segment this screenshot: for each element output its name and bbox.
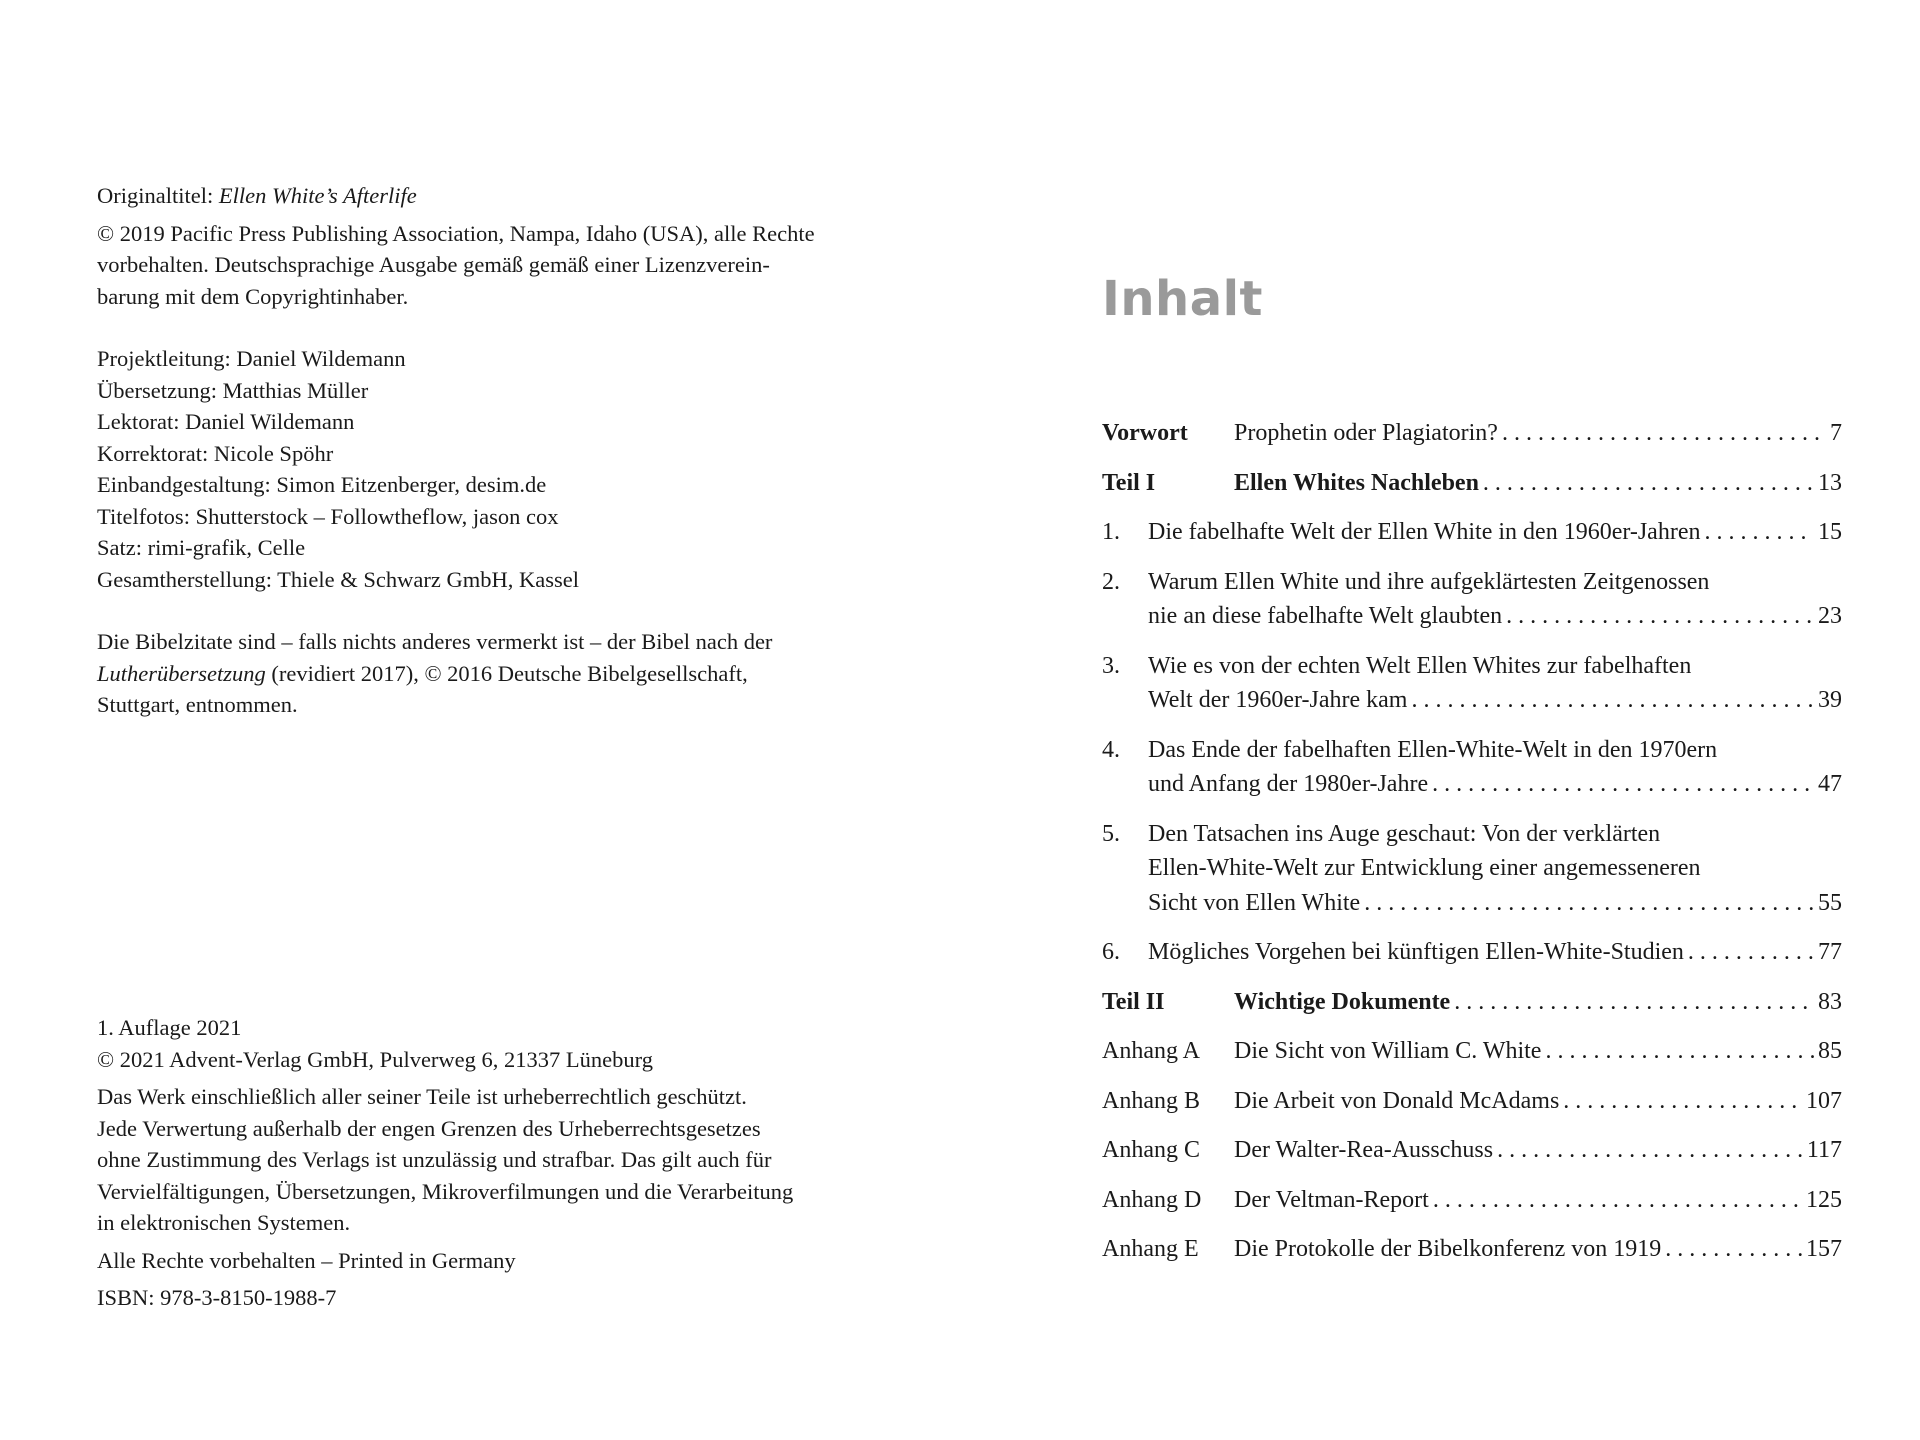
toc-entry-line [1148,649,1842,684]
toc-entry-label: 3. [1102,652,1120,679]
toc-leader-dots [1545,1034,1814,1069]
imprint-top [97,180,857,721]
toc-entry [1102,466,1842,501]
toc-entry-label: 4. [1102,736,1120,763]
toc-entry-body [1148,565,1842,634]
toc-entry-title: Ellen Whites Nachleben [1234,469,1479,496]
toc-entry-label: 6. [1102,939,1120,965]
credit-line: Übersetzung: Matthias Müller [97,377,369,403]
copyright-line: © 2019 Pacific Press Publishing Association, Nampa, Idaho (USA), alle Rechte [97,220,815,246]
toc-entry-line [1148,515,1842,550]
rights-line: Das Werk einschließlich aller seiner Teile ist urheberrechtlich geschützt. [97,1084,747,1109]
toc-page-number: 125 [1806,1186,1842,1213]
toc-entry-title: Der Walter-Rea-Ausschuss [1234,1137,1494,1163]
toc-entry-title: Wie es von der echten Welt Ellen Whites zur fabelhaften [1148,652,1692,679]
toc-entry-line [1234,1183,1842,1218]
toc-leader-dots [1665,1232,1802,1267]
rights-line: Jede Verwertung außerhalb der engen Grenzen des Urheberrechtsgesetzes [97,1115,761,1141]
toc-page-number: 107 [1806,1087,1842,1114]
toc-entry-line [1148,886,1842,921]
toc-entry-title: Welt der 1960er-Jahre kam [1148,687,1408,713]
imprint-bottom [97,1012,857,1314]
toc-leader-dots [1704,515,1814,550]
toc-leader-dots [1506,599,1814,634]
toc-entry-body [1234,466,1842,501]
bible-note-line [97,658,857,690]
toc-entry-line [1148,599,1842,634]
toc-page-number: 7 [1830,420,1842,446]
toc-entry-title: Den Tatsachen ins Auge geschaut: Von der verklärten [1148,820,1661,847]
toc-page-number: 55 [1818,889,1842,916]
toc-entry-line [1148,817,1842,852]
toc-entry-line [1148,683,1842,718]
toc-leader-dots [1563,1084,1802,1119]
toc-entry-title: Der Veltman-Report [1234,1186,1429,1213]
toc-leader-dots [1483,466,1814,501]
toc-entry [1102,1183,1842,1218]
toc-entry-line [1234,466,1842,501]
toc-entry-label: 2. [1102,568,1120,595]
toc-entry-line [1148,733,1842,768]
toc-entry-body [1234,1183,1842,1218]
toc-page-number: 157 [1806,1236,1842,1262]
toc-leader-dots [1688,935,1814,970]
toc-entry-body [1234,1084,1842,1119]
toc-entry-label: Teil II [1102,988,1165,1015]
toc-entry-title: Prophetin oder Plagiatorin? [1234,420,1498,446]
toc-page-number: 13 [1818,469,1842,496]
toc-entry-label: Anhang E [1102,1236,1199,1262]
toc-entry-title: Die Protokolle der Bibelkonferenz von 1919 [1234,1236,1662,1262]
toc-entry-title: Das Ende der fabelhaften Ellen-White-Welt in den 1970ern [1148,736,1718,763]
toc-entry [1102,1084,1842,1119]
toc-page-number: 39 [1818,687,1842,713]
toc-entry [1102,1133,1842,1168]
credits-block [97,343,857,595]
toc-entry-title: Mögliches Vorgehen bei künftigen Ellen-White-Studien [1148,939,1684,965]
toc-entry-body [1148,733,1842,802]
toc-leader-dots [1502,416,1826,451]
credit-line: Gesamtherstellung: Thiele & Schwarz GmbH, Kassel [97,566,579,592]
toc-entry-line [1234,985,1842,1020]
toc-entry-line [1234,1232,1842,1267]
toc-entry [1102,817,1842,921]
toc-entry-body [1234,1034,1842,1069]
toc-entry-line [1234,1133,1842,1168]
copyright-line: vorbehalten. Deutschsprachige Ausgabe gemäß gemäß einer Lizenzverein- [97,252,770,277]
toc-entry-title: Die Sicht von William C. White [1234,1038,1542,1064]
toc-entry-label: Anhang C [1102,1137,1200,1163]
toc-leader-dots [1411,683,1814,718]
toc-leader-dots [1454,985,1814,1020]
toc-entry-label: Anhang B [1102,1087,1200,1114]
original-title-label: Originaltitel: [97,183,219,208]
toc-entry [1102,733,1842,802]
edition: 1. Auflage 2021 [97,1015,242,1040]
toc-entry-label: Teil I [1102,469,1156,496]
toc-entry-title: Warum Ellen White und ihre aufgeklärtesten Zeitgenossen [1148,568,1710,595]
toc-entry-body [1148,817,1842,921]
isbn: ISBN: 978-3-8150-1988-7 [97,1285,337,1310]
credit-line: Lektorat: Daniel Wildemann [97,409,355,434]
toc-entry-label: Anhang A [1102,1038,1200,1064]
toc-entry-line [1148,935,1842,970]
bible-note-line: Stuttgart, entnommen. [97,692,298,717]
toc-entry [1102,1034,1842,1069]
toc-entry-line [1148,767,1842,802]
toc-entry [1102,985,1842,1020]
toc-entry [1102,565,1842,634]
toc-entry-label: 5. [1102,820,1120,847]
all-rights-reserved: Alle Rechte vorbehalten – Printed in Germany [97,1247,516,1273]
toc-entry [1102,649,1842,718]
toc-entry-title: Ellen-White-Welt zur Entwicklung einer angemesseneren [1148,855,1701,881]
bible-note-text: (revidiert 2017), © 2016 Deutsche Bibelgesellschaft, [265,660,748,686]
toc-leader-dots [1432,767,1814,802]
publisher-copyright: © 2021 Advent-Verlag GmbH, Pulverweg 6, 21337 Lüneburg [97,1046,653,1072]
toc-entry-title: Wichtige Dokumente [1234,988,1451,1015]
toc-entry-label: Anhang D [1102,1186,1202,1213]
original-title: Ellen White’s Afterlife [218,183,417,208]
rights-block [97,1081,857,1239]
original-title-line [97,180,857,212]
credit-line: Projektleitung: Daniel Wildemann [97,346,406,371]
toc-entry [1102,416,1842,451]
toc-entry-line [1148,565,1842,600]
toc-entry [1102,1232,1842,1267]
toc-entry-label: Vorwort [1102,420,1188,446]
toc-page-number: 85 [1818,1038,1842,1064]
rights-line: in elektronischen Systemen. [97,1210,351,1235]
toc-entry-body [1148,935,1842,970]
toc-entry [1102,935,1842,970]
toc-entry-body [1234,1232,1842,1267]
toc-entry-title: Die fabelhafte Welt der Ellen White in den 1960er-Jahren [1148,519,1701,545]
toc-leader-dots [1364,886,1814,921]
toc-page-number: 23 [1818,603,1842,629]
toc-entry-title: Sicht von Ellen White [1148,889,1361,916]
toc-entry-title: nie an diese fabelhafte Welt glaubten [1148,603,1503,629]
toc-title: Inhalt [1102,271,1263,327]
rights-line: ohne Zustimmung des Verlags ist unzulässig und strafbar. Das gilt auch für [97,1147,772,1172]
toc-entry-body [1234,985,1842,1020]
toc-leader-dots [1433,1183,1802,1218]
table-of-contents [1102,416,1842,1267]
copyright-line: barung mit dem Copyrightinhaber. [97,283,409,309]
toc-page-number: 47 [1818,771,1842,797]
toc-entry-line [1234,1084,1842,1119]
copyright-block [97,218,857,313]
toc-entry-line [1234,1034,1842,1069]
toc-entry-body [1148,649,1842,718]
credit-line: Titelfotos: Shutterstock – Followtheflow, jason cox [97,503,559,529]
credit-line: Einbandgestaltung: Simon Eitzenberger, desim.de [97,472,547,497]
rights-line: Vervielfältigungen, Übersetzungen, Mikroverfilmungen und die Verarbeitung [97,1178,794,1204]
toc-entry [1102,515,1842,550]
toc-page-number: 117 [1806,1137,1842,1163]
toc-entry-line [1234,416,1842,451]
toc-entry-line [1148,851,1842,886]
toc-entry-title: Die Arbeit von Donald McAdams [1234,1087,1560,1114]
toc-entry-body [1148,515,1842,550]
toc-page-number: 83 [1818,988,1842,1015]
toc-page-number: 15 [1818,519,1842,545]
bible-translation-name: Lutherübersetzung [97,660,266,686]
toc-leader-dots [1497,1133,1803,1168]
bible-note-line: Die Bibelzitate sind – falls nichts anderes vermerkt ist – der Bibel nach der [97,629,773,654]
credit-line: Satz: rimi-grafik, Celle [97,535,306,560]
toc-entry-body [1234,1133,1842,1168]
credit-line: Korrektorat: Nicole Spöhr [97,440,334,466]
toc-entry-label: 1. [1102,519,1120,545]
toc-page-number: 77 [1818,939,1842,965]
toc-entry-body [1234,416,1842,451]
bible-note [97,626,857,721]
toc-entry-title: und Anfang der 1980er-Jahre [1148,771,1429,797]
